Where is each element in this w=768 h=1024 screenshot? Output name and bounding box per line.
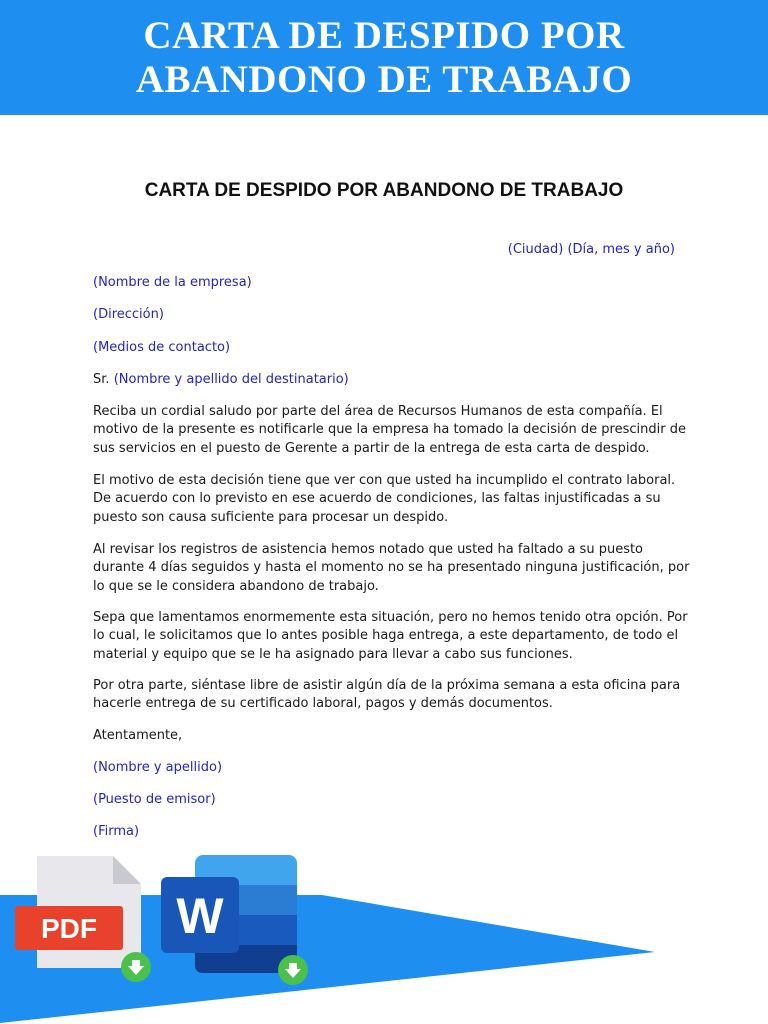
recipient-placeholder: (Nombre y apellido del destinatario) <box>113 372 349 387</box>
pdf-download-arrow-icon <box>121 952 151 982</box>
document-heading: CARTA DE DESPIDO POR ABANDONO DE TRABAJO <box>144 180 624 201</box>
banner-title-line-2: ABANDONO DE TRABAJO <box>135 58 633 101</box>
closing: Atentamente, <box>93 728 183 743</box>
pdf-label: PDF <box>41 913 97 944</box>
sender-position-placeholder: (Puesto de emisor) <box>93 792 216 807</box>
signature-placeholder: (Firma) <box>93 824 140 839</box>
sender-name-placeholder: (Nombre y apellido) <box>93 760 223 775</box>
address-placeholder: (Dirección) <box>93 307 164 322</box>
banner-title-line-1: CARTA DE DESPIDO POR <box>143 14 625 57</box>
date-placeholder: (Ciudad) (Día, mes y año) <box>507 242 675 257</box>
paragraph-2: El motivo de esta decisión tiene que ver con que usted ha incumplido el contrato laboral. De acuerdo con lo previsto en ese acuerdo de condiciones, las faltas injustificadas a su puesto son causa suficiente para procesar un despido. <box>93 473 676 525</box>
salutation-prefix: Sr. <box>93 372 110 387</box>
word-label: W <box>176 888 224 944</box>
paragraph-5: Por otra parte, siéntase libre de asistir algún día de la próxima semana a esta oficina para hacerle entrega de su certificado laboral, pagos y demás documentos. <box>93 678 681 712</box>
word-download-button[interactable] <box>161 855 313 985</box>
word-download-arrow-icon <box>278 955 308 985</box>
paragraph-1: Reciba un cordial saludo por parte del área de Recursos Humanos de esta compañía. El motivo de la presente es notificarle que la empresa ha tomado la decisión de prescindir de sus servicios en el puesto de Gerente a partir de la entrega de esta carta de despido. <box>93 404 686 456</box>
title-banner <box>0 0 768 115</box>
banner-title <box>0 14 768 102</box>
contact-placeholder: (Medios de contacto) <box>93 340 231 355</box>
pdf-download-button[interactable] <box>15 854 141 982</box>
paragraph-4: Sepa que lamentamos enormemente esta situación, pero no hemos tenido otra opción. Por lo cual, le solicitamos que lo antes posible haga entrega, a este departamento, de todo el material y equipo que se le ha asignado para llevar a cabo sus funciones. <box>93 610 688 662</box>
salutation-line <box>93 372 349 387</box>
paragraph-3: Al revisar los registros de asistencia hemos notado que usted ha faltado a su puesto durante 4 días seguidos y hasta el momento no se ha presentado ninguna justificación, por lo que se le considera abandono de trabajo. <box>93 542 690 594</box>
company-placeholder: (Nombre de la empresa) <box>93 275 252 290</box>
